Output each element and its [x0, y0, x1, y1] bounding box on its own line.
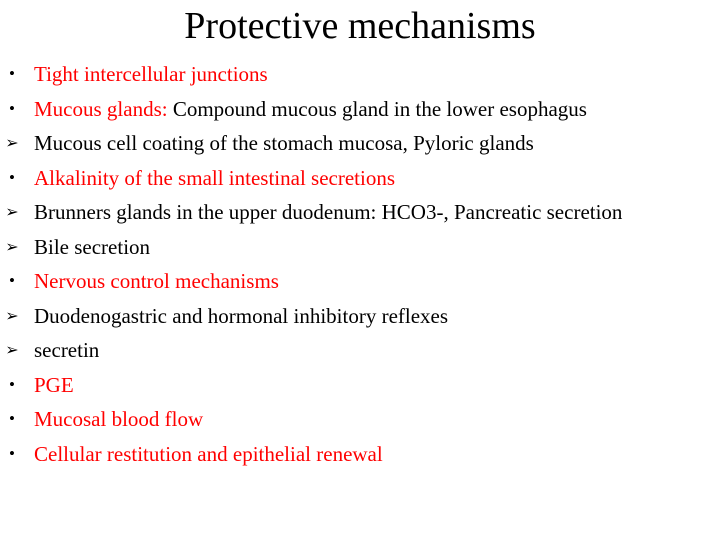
list-item-rest: Compound mucous gland in the lower esophagus: [167, 96, 587, 121]
list-item: [0, 230, 720, 265]
list-item-lead: Mucous glands:: [34, 96, 168, 121]
list-item: [0, 92, 720, 127]
list-item: [0, 57, 720, 92]
bullet-icon: •: [9, 167, 15, 187]
list-item: [0, 161, 720, 196]
list-item-text: Brunners glands in the upper duodenum: HCO3-, Pancreatic secretion: [34, 200, 623, 224]
bullet-icon: •: [9, 443, 15, 463]
bullet-icon: •: [9, 271, 15, 290]
list-item: [0, 368, 720, 403]
arrow-bullet-icon: ➢: [5, 340, 19, 359]
list-item: [0, 264, 720, 299]
bullet-icon: •: [9, 374, 15, 394]
arrow-bullet-icon: ➢: [5, 133, 19, 152]
list-item: [0, 333, 720, 368]
list-item-text: [34, 92, 587, 127]
list-item-text: PGE: [34, 372, 74, 397]
list-item-text: Alkalinity of the small intestinal secretions: [34, 165, 396, 190]
list-item-text: Mucous cell coating of the stomach mucosa, Pyloric glands: [34, 131, 534, 155]
bullet-icon: •: [9, 409, 15, 428]
list-item: [0, 195, 720, 230]
list-item: [0, 126, 720, 161]
arrow-bullet-icon: ➢: [5, 236, 19, 256]
list-item: [0, 299, 720, 334]
bullet-icon: •: [9, 98, 15, 118]
list-item-text: Cellular restitution and epithelial renewal: [34, 441, 383, 466]
list-item: [0, 402, 720, 437]
bullet-icon: •: [9, 64, 15, 83]
list-item-text: Nervous control mechanisms: [34, 269, 279, 293]
arrow-bullet-icon: ➢: [5, 305, 19, 325]
list-item: [0, 437, 720, 472]
list-item-text: secretin: [34, 338, 100, 362]
list-item-text: Bile secretion: [34, 234, 151, 259]
slide-title: Protective mechanisms: [184, 5, 536, 47]
list-item-text: Tight intercellular junctions: [34, 62, 268, 86]
list-item-text: Mucosal blood flow: [34, 407, 204, 431]
mechanism-list: [0, 57, 720, 471]
arrow-bullet-icon: ➢: [5, 202, 19, 221]
list-item-text: Duodenogastric and hormonal inhibitory reflexes: [34, 303, 449, 328]
